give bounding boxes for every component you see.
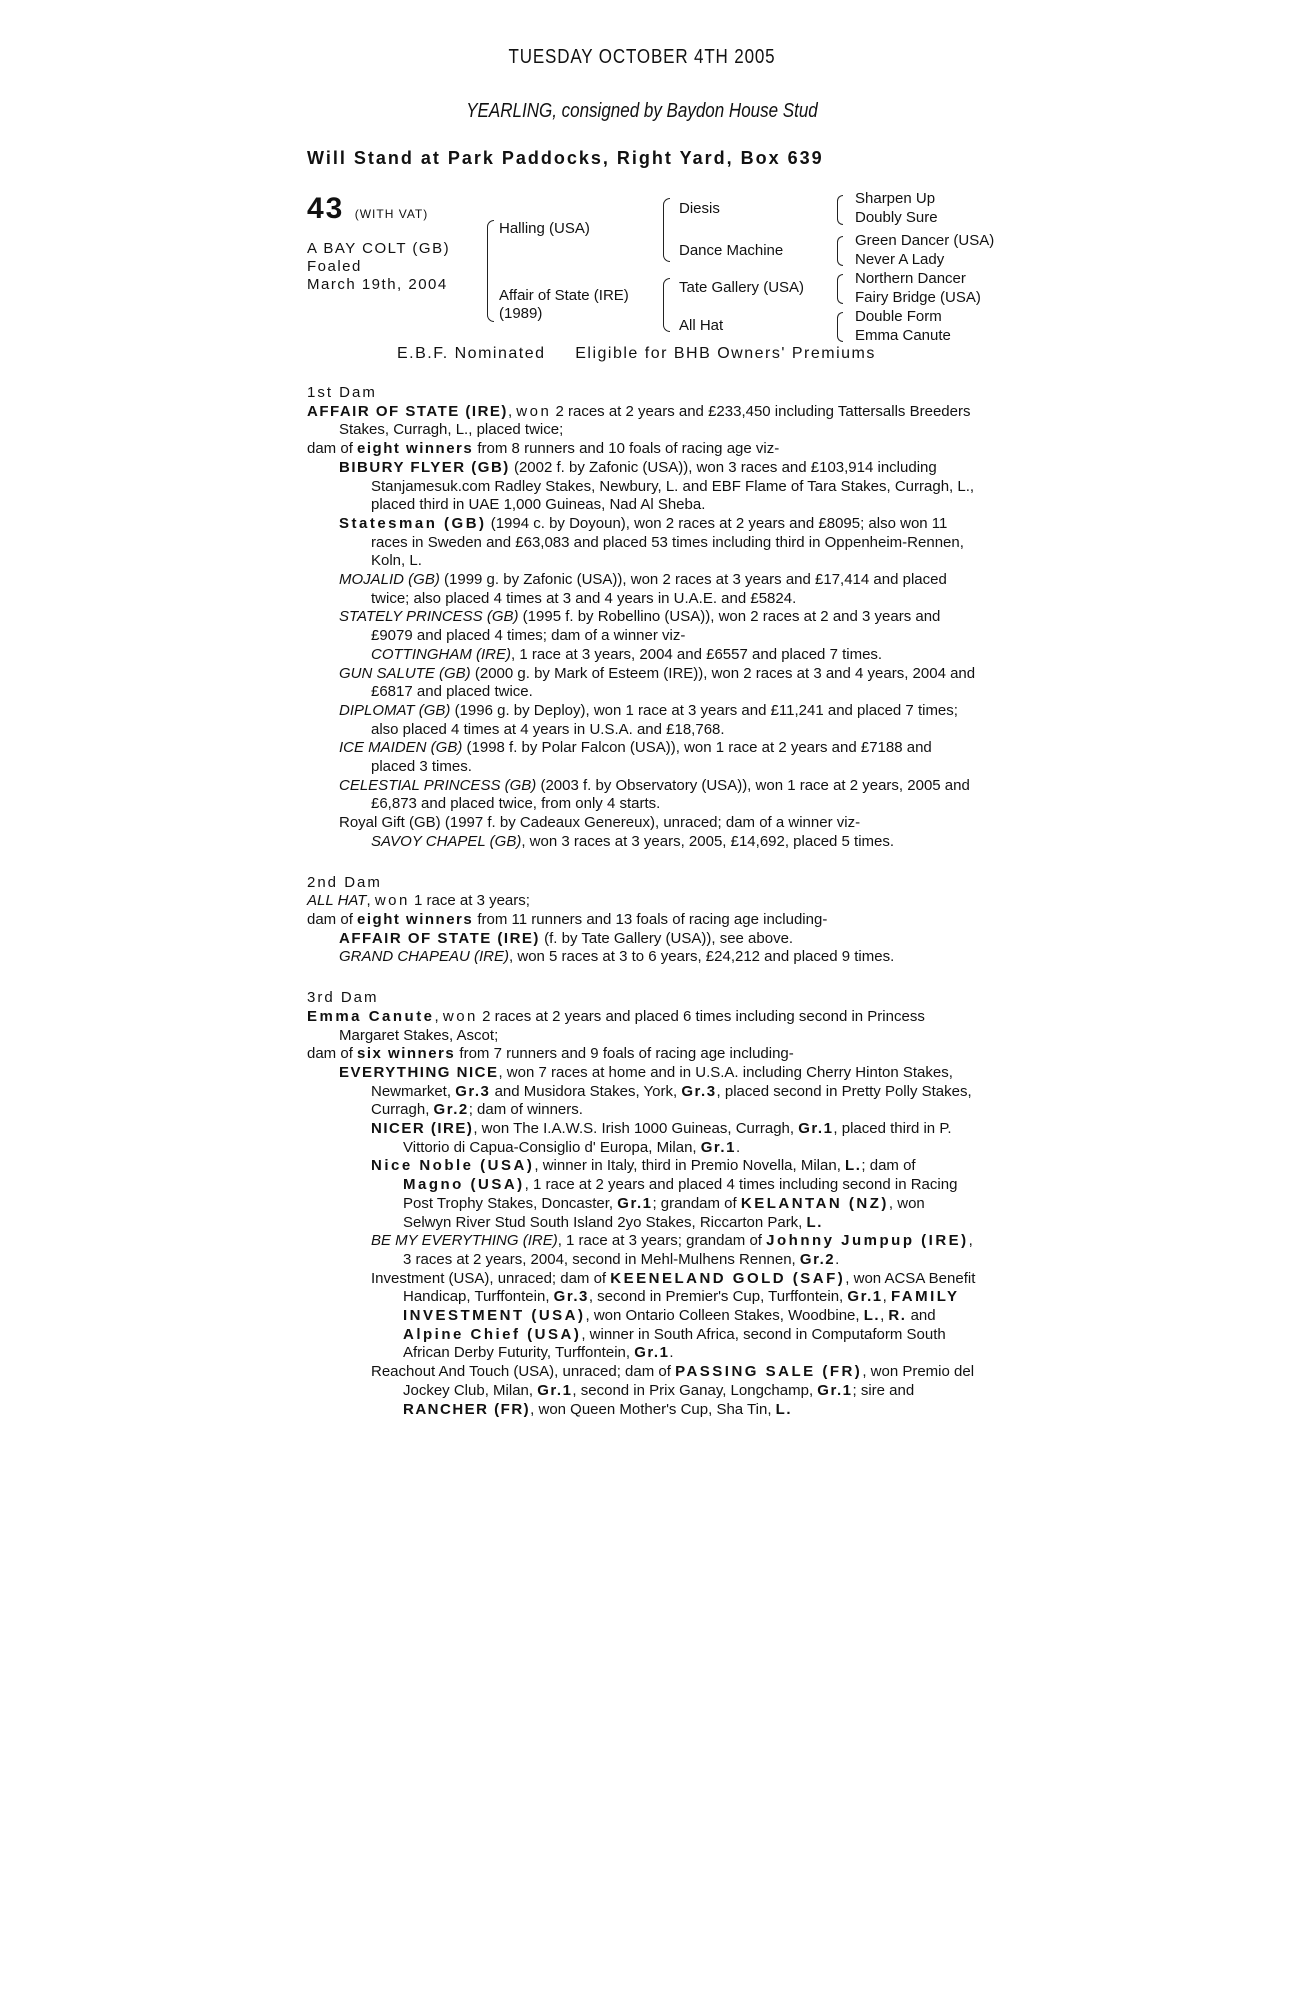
progeny-name: PASSING SALE (FR) <box>675 1363 863 1381</box>
grade: L. <box>863 1307 881 1325</box>
third-dam-produce <box>307 1045 977 1064</box>
first-dam-heading: 1st Dam <box>307 384 377 401</box>
progeny-text: (1998 f. by Polar Falcon (USA)), won 1 race at 2 years and £7188 and placed 3 times. <box>371 739 932 776</box>
progeny-text: . <box>835 1250 840 1268</box>
grade: Gr.3 <box>553 1288 589 1306</box>
dam-sire: Tate Gallery (USA) <box>679 279 805 296</box>
spacer <box>307 967 977 989</box>
grade: L. <box>775 1400 792 1418</box>
grade: L. <box>845 1157 862 1175</box>
progeny-name: EVERYTHING NICE <box>339 1063 499 1081</box>
horse-name: A BAY COLT (GB) <box>307 240 451 257</box>
progeny-name: KEENELAND GOLD (SAF) <box>610 1269 846 1287</box>
progeny-text: ; sire and <box>852 1381 915 1399</box>
progeny-text: (2000 g. by Mark of Esteem (IRE)), won 2 races at 3 and 4 years, 2004 and £6817 and placed twice. <box>371 664 976 701</box>
grade: Gr.1 <box>798 1120 834 1138</box>
family-notes <box>307 384 977 1419</box>
progeny-name: STATELY PRINCESS (GB) <box>339 608 519 626</box>
list-item <box>307 646 977 665</box>
ddam-sire: Double Form <box>855 308 942 325</box>
second-dam-record: ALL HAT, won 1 race at 3 years; <box>307 892 530 910</box>
first-dam-record-text: 2 races at 2 years and £233,450 including Tattersalls Breeders Stakes, Curragh, L., placed twice; <box>339 402 971 439</box>
progeny-text: ; dam of winners. <box>468 1101 583 1119</box>
list-item <box>307 833 977 852</box>
third-dam-record-text: 2 races at 2 years and placed 6 times including second in Princess Margaret Stakes, Ascot; <box>339 1007 925 1044</box>
pedigree-brace <box>837 195 843 225</box>
progeny-name: Johnny Jumpup (IRE) <box>766 1232 969 1250</box>
pedigree-brace <box>663 278 670 332</box>
horse-description <box>307 240 450 294</box>
first-dam-produce <box>307 440 977 459</box>
dam-of-label: dam of <box>307 910 353 928</box>
third-dam-heading: 3rd Dam <box>307 989 379 1007</box>
third-dam-record: Emma Canute, won 2 races at 2 years and placed 6 times including second in Princess Margaret Stakes, Ascot; <box>307 1007 925 1044</box>
grade: Gr.1 <box>700 1138 736 1156</box>
winners-count: eight winners <box>357 910 474 928</box>
progeny-name: Statesman (GB) <box>339 514 487 532</box>
progeny-name: SAVOY CHAPEL (GB) <box>371 832 522 850</box>
spacer <box>307 852 977 874</box>
progeny-text: , placed second in Pretty Polly Stakes, Curragh, <box>371 1082 972 1119</box>
progeny-text: , won 7 races at home and in U.S.A. including Cherry Hinton Stakes, Newmarket, <box>371 1063 953 1100</box>
pedigree-brace <box>837 236 843 266</box>
dsire-sire: Northern Dancer <box>855 270 966 287</box>
progeny-text: , second in Prix Ganay, Longchamp, <box>572 1381 814 1399</box>
progeny-name: Royal Gift (GB) <box>339 814 441 832</box>
grade: Gr.2 <box>799 1250 836 1268</box>
list-item <box>307 1064 977 1120</box>
list-item: Investment (USA), unraced; dam of KEENELAND GOLD (SAF), won ACSA Benefit Handicap, Turffontein, Gr.3, second in Premier's Cup, Turffontein, Gr.1, FAMILY INVESTMENT (USA), won Ontario Colleen Stakes, Woodbine, L., R. and Alpine Chief (USA), winner in South Africa, second in Computaform South African Derby Futurity, Turffontein, Gr.1. <box>371 1269 976 1362</box>
progeny-name: CELESTIAL PRINCESS (GB) <box>339 776 537 794</box>
list-item <box>307 739 977 776</box>
pedigree-brace <box>837 312 843 342</box>
progeny-text: (1999 g. by Zafonic (USA)), won 2 races at 3 years and £17,414 and placed twice; also placed 4 times at 3 and 4 years in U.A.E. and £5824. <box>371 571 947 607</box>
progeny-text: (1995 f. by Robellino (USA)), won 2 races at 2 and 3 years and £9079 and placed 4 times; dam of a winner viz- <box>371 608 941 645</box>
progeny-text: , 1 race at 3 years, 2004 and £6557 and placed 7 times. <box>511 645 883 663</box>
list-item <box>307 1232 977 1269</box>
progeny-text: , second in Premier's Cup, Turffontein, <box>588 1288 844 1306</box>
progeny-text: , won Ontario Colleen Stakes, Woodbine, <box>585 1307 860 1325</box>
ssire-sire: Sharpen Up <box>855 190 936 207</box>
second-dam-record-text: 1 race at 3 years; <box>414 892 530 910</box>
list-item <box>307 1363 977 1419</box>
list-item <box>307 1157 977 1232</box>
winners-count: eight winners <box>357 440 474 458</box>
pedigree-brace <box>663 198 670 262</box>
progeny-text: (1996 g. by Deploy), won 1 race at 3 years and £11,241 and placed 7 times; also placed 4 times at 4 years in U.S.A. and £18,768. <box>371 701 958 738</box>
dam-of-text: from 8 runners and 10 foals of racing age viz- <box>477 440 780 458</box>
progeny-text: . <box>669 1344 674 1362</box>
progeny-text: , winner in South Africa, second in Computaform South African Derby Futurity, Turffontein, <box>403 1325 946 1362</box>
progeny-name: RANCHER (FR) <box>403 1400 531 1418</box>
sire-sire: Diesis <box>679 200 720 217</box>
progeny-text: . <box>735 1138 741 1156</box>
progeny-text: , won Premio del Jockey Club, Milan, <box>403 1363 975 1399</box>
dam-of-text: from 11 runners and 13 foals of racing age including- <box>477 910 828 928</box>
first-dam-name: AFFAIR OF STATE (IRE) <box>307 402 508 420</box>
progeny-text: , 3 races at 2 years, 2004, second in Mehl-Mulhens Rennen, <box>403 1232 973 1268</box>
dam-year: (1989) <box>499 305 543 322</box>
won-label: won <box>374 892 410 910</box>
progeny-name: BIBURY FLYER (GB) <box>339 458 510 476</box>
progeny-name: Nice Noble (USA) <box>371 1157 535 1175</box>
progeny-name: GRAND CHAPEAU (IRE) <box>339 948 510 966</box>
progeny-text: (2002 f. by Zafonic (USA)), won 3 races and £103,914 including Stanjamesuk.com Radley Stakes, Newbury, L. and EBF Flame of Tara Stakes, Curragh, L., placed third in UAE 1,000 Guineas, Nad Al Sheba. <box>371 458 975 514</box>
foaled-label: Foaled <box>307 258 362 275</box>
progeny-text: Reachout And Touch (USA), unraced; dam of <box>371 1363 671 1381</box>
bhb-eligible: Eligible for BHB Owners' Premiums <box>575 345 876 362</box>
lot-number-value: 43 <box>307 192 345 225</box>
progeny-text: (2003 f. by Observatory (USA)), won 1 race at 2 years, 2005 and £6,873 and placed twice, from only 4 starts. <box>371 776 970 813</box>
progeny-text: (1997 f. by Cadeaux Genereux), unraced; dam of a winner viz- <box>444 814 861 832</box>
progeny-text: and Musidora Stakes, York, <box>494 1082 678 1100</box>
progeny-text: , won The I.A.W.S. Irish 1000 Guineas, Curragh, <box>473 1120 795 1138</box>
progeny-name: BE MY EVERYTHING (IRE) <box>371 1232 558 1250</box>
pedigree-brace <box>837 274 843 304</box>
dam-of-text: from 7 runners and 9 foals of racing age including- <box>459 1045 794 1063</box>
won-label: won <box>516 402 552 420</box>
third-dam-name: Emma Canute <box>307 1007 435 1025</box>
progeny-text: , winner in Italy, third in Premio Novella, Milan, <box>534 1157 841 1175</box>
list-item <box>307 814 977 833</box>
second-dam-name: ALL HAT <box>307 892 367 910</box>
first-dam-record: AFFAIR OF STATE (IRE), won 2 races at 2 years and £233,450 including Tattersalls Breeders Stakes, Curragh, L., placed twice; <box>307 402 971 439</box>
progeny-text: ; grandam of <box>652 1194 737 1212</box>
list-item <box>307 515 977 571</box>
dsire-dam: Fairy Bridge (USA) <box>855 289 981 306</box>
progeny-text: ; dam of <box>861 1157 916 1175</box>
grade: L. <box>806 1213 823 1231</box>
grade: R. <box>888 1307 907 1325</box>
progeny-text: , 1 race at 3 years; grandam of <box>557 1232 762 1250</box>
progeny-text: (f. by Tate Gallery (USA)), see above. <box>544 929 794 947</box>
second-dam-heading: 2nd Dam <box>307 873 382 891</box>
progeny-name: AFFAIR OF STATE (IRE) <box>339 929 540 947</box>
won-label: won <box>442 1007 478 1025</box>
progeny-text: , won 3 races at 3 years, 2005, £14,692, placed 5 times. <box>521 832 895 850</box>
list-item <box>307 571 977 608</box>
sdam-dam: Never A Lady <box>855 251 945 268</box>
ebf-nominated: E.B.F. Nominated <box>397 345 546 362</box>
grade: Gr.1 <box>817 1381 853 1399</box>
list-item <box>307 948 977 967</box>
grade: Gr.2 <box>433 1101 469 1119</box>
progeny-text: (1994 c. by Doyoun), won 2 races at 2 years and £8095; also won 11 races in Sweden and £63,083 and placed 53 times including third in Oppenheim-Rennen, Koln, L. <box>371 514 964 570</box>
progeny-text: , won Selwyn River Stud South Island 2yo Stakes, Riccarton Park, <box>403 1194 925 1231</box>
progeny-text: , <box>882 1288 887 1306</box>
ddam-dam: Emma Canute <box>855 327 951 344</box>
dam: Affair of State (IRE) <box>499 287 629 304</box>
grade: Gr.1 <box>537 1381 573 1399</box>
progeny-name: Alpine Chief (USA) <box>403 1325 582 1343</box>
ssire-dam: Doubly Sure <box>855 209 938 226</box>
winners-count: six winners <box>357 1045 456 1063</box>
dam-of-label: dam of <box>307 1045 353 1063</box>
stand-location: Will Stand at Park Paddocks, Right Yard, Box 639 <box>307 148 824 168</box>
sire-dam: Dance Machine <box>679 242 784 259</box>
list-item <box>307 1120 977 1157</box>
progeny-name: GUN SALUTE (GB) <box>339 664 471 682</box>
progeny-text: Investment (USA), unraced; dam of <box>371 1269 607 1287</box>
list-item <box>307 608 977 645</box>
progeny-text: , 1 race at 2 years and placed 4 times including second in Racing Post Trophy Stakes, Doncaster, <box>403 1176 958 1212</box>
foaled-date: March 19th, 2004 <box>307 276 448 293</box>
progeny-name: MOJALID (GB) <box>339 571 440 589</box>
nominations <box>397 345 876 363</box>
dam-dam: All Hat <box>679 317 724 334</box>
progeny-name: DIPLOMAT (GB) <box>339 701 451 719</box>
sale-date: TUESDAY OCTOBER 4TH 2005 <box>508 46 776 68</box>
progeny-name: KELANTAN (NZ) <box>740 1194 889 1212</box>
pedigree-brace <box>487 220 494 322</box>
progeny-text: , won ACSA Benefit Handicap, Turffontein, <box>403 1269 976 1306</box>
progeny-text: , placed third in P. Vittorio di Capua-Consiglio d' Europa, Milan, <box>403 1120 952 1156</box>
sdam-sire: Green Dancer (USA) <box>855 232 995 249</box>
consignor-line: YEARLING, consigned by Baydon House Stud <box>466 100 818 122</box>
list-item <box>307 777 977 814</box>
progeny-name: Magno (USA) <box>403 1176 525 1194</box>
grade: Gr.3 <box>681 1082 717 1100</box>
second-dam-produce <box>307 911 977 930</box>
progeny-text: and <box>910 1307 936 1325</box>
dam-of-label: dam of <box>307 440 353 458</box>
vat-note: (WITH VAT) <box>354 207 429 221</box>
list-item <box>307 459 977 515</box>
list-item <box>307 702 977 739</box>
grade: Gr.1 <box>617 1194 653 1212</box>
grade: Gr.1 <box>847 1288 883 1306</box>
progeny-name: ICE MAIDEN (GB) <box>339 739 463 757</box>
list-item <box>307 665 977 702</box>
progeny-text: , won 5 races at 3 to 6 years, £24,212 and placed 9 times. <box>509 948 895 966</box>
progeny-name: COTTINGHAM (IRE) <box>371 645 511 663</box>
progeny-name: NICER (IRE) <box>371 1120 474 1138</box>
lot-number <box>307 192 428 226</box>
grade: Gr.3 <box>455 1082 491 1100</box>
grade: Gr.1 <box>634 1344 670 1362</box>
sire: Halling (USA) <box>499 220 590 237</box>
progeny-name: FAMILY INVESTMENT (USA) <box>403 1288 960 1325</box>
progeny-text: , won Queen Mother's Cup, Sha Tin, <box>530 1400 772 1418</box>
list-item <box>307 930 977 949</box>
